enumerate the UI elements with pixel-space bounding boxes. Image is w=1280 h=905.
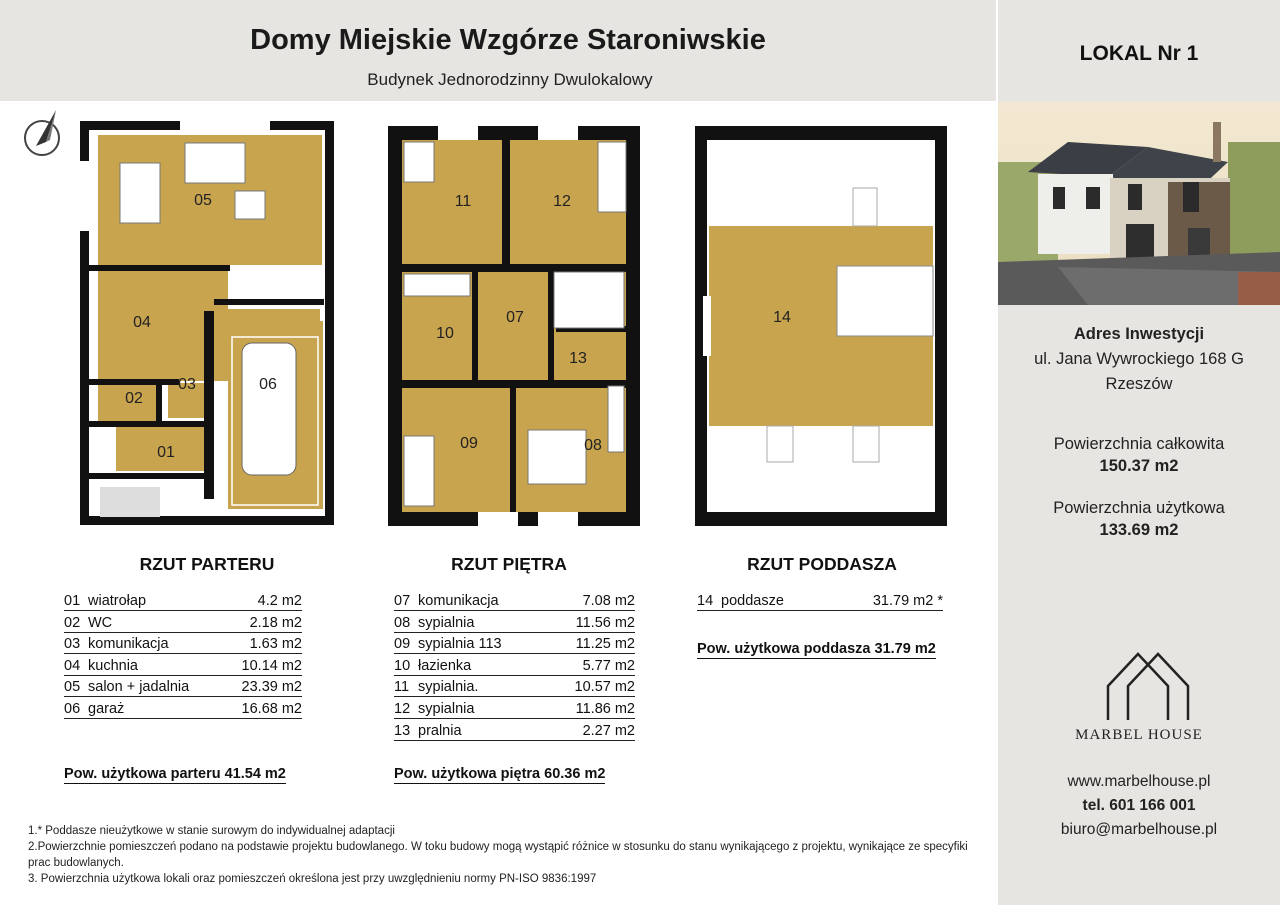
- room-area: 10.57 m2: [574, 679, 635, 696]
- room-name: salon + jadalnia: [88, 679, 190, 696]
- page-title: Domy Miejskie Wzgórze Staroniwskie: [250, 24, 766, 56]
- room-row: [64, 678, 302, 697]
- email-link[interactable]: biuro@marbelhouse.pl: [1060, 821, 1218, 838]
- room-area: 11.86 m2: [575, 701, 635, 717]
- room-area: 23.39 m2: [241, 679, 302, 696]
- room-area: 5.77 m2: [582, 657, 635, 674]
- first-floor-summary: Pow. użytkowa piętra 60.36 m2: [394, 766, 606, 782]
- room-row: [394, 722, 635, 741]
- room-number: 03: [64, 636, 81, 653]
- total-area-value: 150.37 m2: [1099, 457, 1179, 475]
- room-row: [64, 700, 302, 719]
- address-label: Adres Inwestycji: [1073, 325, 1205, 343]
- address-city: Rzeszów: [1105, 375, 1173, 393]
- room-row: [394, 700, 635, 719]
- room-row: [394, 592, 635, 611]
- room-number: 08: [394, 614, 411, 631]
- room-label-02: 02: [125, 390, 143, 407]
- room-name: sypialnia.: [418, 679, 479, 696]
- unit-number: LOKAL Nr 1: [1079, 42, 1199, 65]
- room-label-03: 03: [178, 376, 196, 393]
- room-area: 1.63 m2: [249, 636, 302, 653]
- room-number: 01: [64, 593, 81, 609]
- ground-floor-title: RZUT PARTERU: [139, 554, 275, 574]
- room-label-12: 12: [553, 193, 571, 210]
- room-label-04: 04: [133, 314, 151, 331]
- footnote-1: 1.* Poddasze nieużytkowe w stanie surowym do indywidualnej adaptacji: [28, 825, 395, 837]
- room-name: pralnia: [418, 722, 462, 739]
- room-number: 05: [64, 679, 81, 696]
- room-area: 16.68 m2: [241, 701, 302, 717]
- attic-plan: [695, 126, 947, 526]
- room-row: [394, 635, 635, 654]
- ground-floor-plan: [80, 121, 334, 525]
- total-area-label: Powierzchnia całkowita: [1053, 435, 1225, 453]
- room-label-09: 09: [460, 435, 478, 452]
- room-number: 06: [64, 701, 81, 717]
- attic-title: RZUT PODDASZA: [747, 554, 897, 574]
- room-label-14: 14: [773, 309, 791, 326]
- usable-area-value: 133.69 m2: [1099, 521, 1179, 539]
- house-visualization: [998, 102, 1280, 305]
- room-row: [394, 678, 635, 697]
- room-row: [697, 592, 943, 611]
- room-name: garaż: [88, 701, 125, 717]
- room-row: [64, 657, 302, 676]
- room-area: 7.08 m2: [582, 593, 635, 609]
- room-area: 2.18 m2: [249, 614, 302, 631]
- room-name: komunikacja: [418, 593, 499, 609]
- room-name: sypialnia: [418, 701, 475, 717]
- room-number: 11: [394, 679, 410, 696]
- room-area: 11.25 m2: [575, 636, 635, 653]
- room-name: kuchnia: [88, 657, 138, 674]
- room-number: 14: [697, 593, 714, 609]
- room-area: 10.14 m2: [241, 657, 302, 674]
- room-number: 12: [394, 701, 411, 717]
- website-link[interactable]: www.marbelhouse.pl: [1067, 773, 1211, 790]
- room-number: 09: [394, 636, 411, 653]
- page-subtitle: Budynek Jednorodzinny Dwulokalowy: [367, 70, 653, 89]
- room-row: [64, 592, 302, 611]
- room-name: komunikacja: [88, 636, 169, 653]
- address-street: ul. Jana Wywrockiego 168 G: [1034, 350, 1244, 368]
- room-row: [64, 614, 302, 633]
- room-number: 13: [394, 722, 411, 739]
- room-number: 10: [394, 657, 411, 674]
- first-floor-plan: [388, 126, 640, 526]
- room-row: [394, 614, 635, 633]
- room-area: 31.79 m2 *: [872, 593, 943, 609]
- room-label-08: 08: [584, 437, 602, 454]
- attic-summary: Pow. użytkowa poddasza 31.79 m2: [697, 641, 936, 657]
- room-name: sypialnia 113: [418, 636, 502, 653]
- brand-name: MARBEL HOUSE: [1075, 727, 1203, 743]
- room-name: wiatrołap: [88, 593, 147, 609]
- room-label-13: 13: [569, 350, 587, 367]
- room-row: [394, 657, 635, 676]
- room-name: łazienka: [418, 657, 472, 674]
- ground-floor-summary: Pow. użytkowa parteru 41.54 m2: [64, 766, 286, 782]
- room-number: 07: [394, 593, 411, 609]
- room-area: 2.27 m2: [582, 722, 635, 739]
- phone-number[interactable]: tel. 601 166 001: [1082, 797, 1196, 814]
- room-name: WC: [88, 614, 113, 631]
- room-label-05: 05: [194, 192, 212, 209]
- room-label-10: 10: [436, 325, 454, 342]
- room-number: 02: [64, 614, 81, 631]
- footnote-3: 3. Powierzchnia użytkowa lokali oraz pomieszczeń określona jest przy uwzględnieniu normy PN-ISO 9836:1997: [28, 873, 597, 885]
- room-area: 4.2 m2: [257, 593, 302, 609]
- compass-icon: [22, 106, 66, 158]
- room-row: [64, 635, 302, 654]
- footnote-2: 2.Powierzchnie pomieszczeń podano na podstawie projektu budowlanego. W toku budowy mogą wystąpić różnice w stosunku do stanu wynikającego z projektu, wynikające ze specyfiki prac budowlanych.: [28, 841, 968, 869]
- room-name: poddasze: [721, 593, 784, 609]
- room-name: sypialnia: [418, 614, 475, 631]
- room-area: 11.56 m2: [575, 614, 635, 631]
- room-number: 04: [64, 657, 81, 674]
- usable-area-label: Powierzchnia użytkowa: [1053, 499, 1225, 517]
- room-label-11: 11: [454, 193, 472, 210]
- brand-logo-icon: [1104, 650, 1192, 722]
- room-label-06: 06: [259, 376, 277, 393]
- room-label-07: 07: [506, 309, 524, 326]
- first-floor-title: RZUT PIĘTRA: [451, 554, 567, 574]
- room-label-01: 01: [157, 444, 175, 461]
